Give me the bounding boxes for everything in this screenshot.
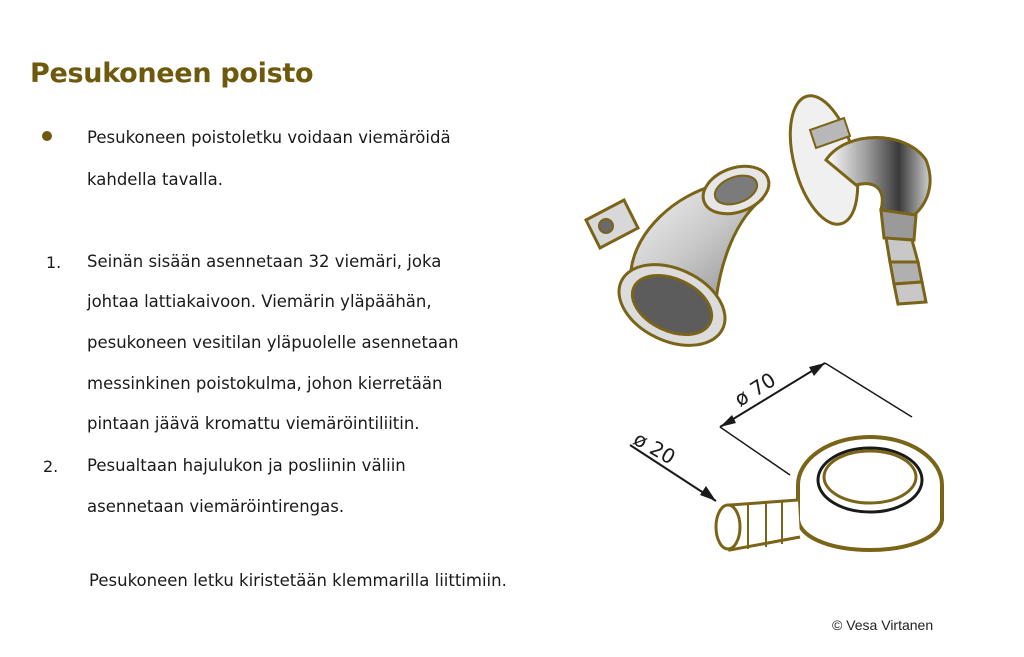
chrome-drain-connector-image	[786, 90, 946, 315]
intro-line-1: Pesukoneen poistoletku voidaan viemäröidä	[87, 128, 451, 147]
item1-line-2: johtaa lattiakaivoon. Viemärin yläpäähän,	[87, 292, 432, 311]
brass-elbow-fitting-image	[576, 140, 781, 350]
drain-ring-drawing	[620, 355, 960, 590]
dimension-20-label: ø 20	[629, 426, 680, 470]
dimension-70-label: ø 70	[729, 367, 781, 412]
item1-line-4: messinkinen poistokulma, johon kierretään	[87, 374, 443, 393]
item2-number: 2.	[43, 457, 59, 476]
page-title: Pesukoneen poisto	[30, 58, 314, 89]
item2-line-1: Pesualtaan hajulukon ja posliinin väliin	[87, 456, 406, 475]
note-line: Pesukoneen letku kiristetään klemmarilla liittimiin.	[89, 571, 507, 590]
copyright-credit: © Vesa Virtanen	[832, 617, 934, 633]
item1-line-3: pesukoneen vesitilan yläpuolelle asennetaan	[87, 333, 459, 352]
item1-line-5: pintaan jäävä kromattu viemäröintiliitin.	[87, 414, 420, 433]
bullet-dot	[42, 131, 52, 141]
item2-line-2: asennetaan viemäröintirengas.	[87, 497, 345, 516]
intro-line-2: kahdella tavalla.	[87, 170, 223, 189]
item1-line-1: Seinän sisään asennetaan 32 viemäri, joka	[87, 252, 442, 271]
item1-number: 1.	[46, 253, 62, 272]
